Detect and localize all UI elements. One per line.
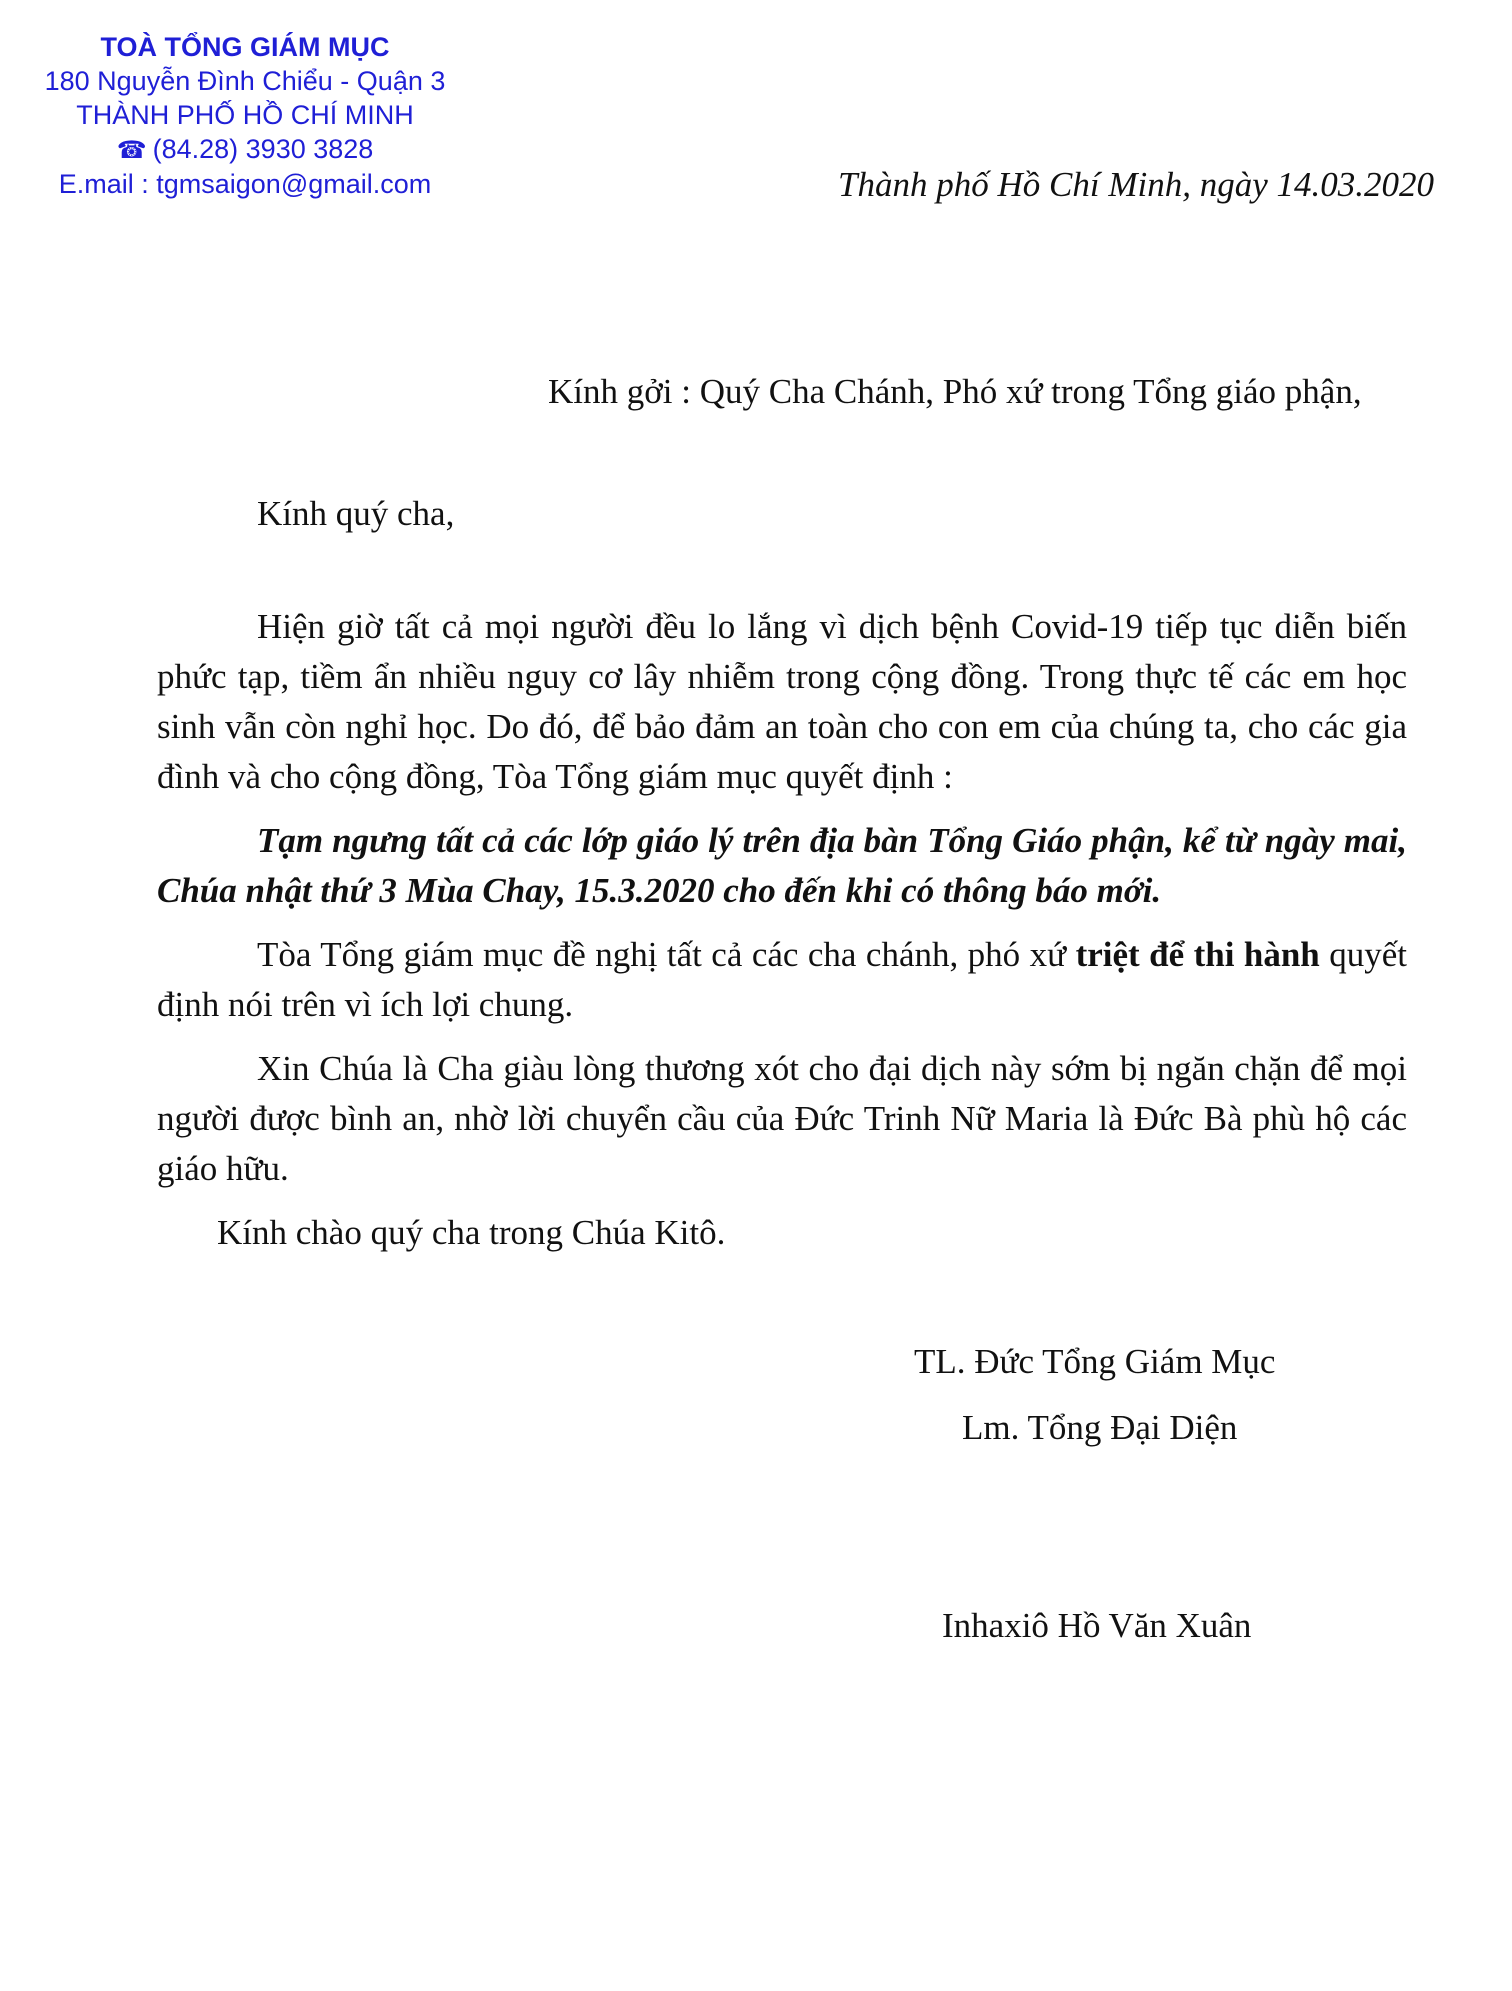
signature-title-vicar: Lm. Tổng Đại Diện xyxy=(962,1408,1238,1447)
organization-address: 180 Nguyễn Đình Chiểu - Quận 3 xyxy=(44,66,446,96)
organization-email: E.mail : tgmsaigon@gmail.com xyxy=(58,169,432,199)
closing-line: Kính chào quý cha trong Chúa Kitô. xyxy=(217,1213,726,1252)
date-line: Thành phố Hồ Chí Minh, ngày 14.03.2020 xyxy=(838,165,1434,204)
signature-name: Inhaxiô Hồ Văn Xuân xyxy=(942,1606,1252,1645)
organization-phone xyxy=(30,132,460,167)
body-paragraph-decision: Tạm ngưng tất cả các lớp giáo lý trên địa bàn Tổng Giáo phận, kể từ ngày mai, Chúa nhật thứ 3 Mùa Chay, 15.3.2020 cho đến khi có thông báo mới. xyxy=(157,821,1407,910)
letterhead xyxy=(30,30,460,201)
body-paragraph-prayer: Xin Chúa là Cha giàu lòng thương xót cho đại dịch này sớm bị ngăn chặn để mọi người được bình an, nhờ lời chuyển cầu của Đức Trinh Nữ Maria là Đức Bà phù hộ các giáo hữu. xyxy=(157,1049,1407,1188)
salutation: Kính quý cha, xyxy=(257,494,455,533)
organization-name: TOÀ TỔNG GIÁM MỤC xyxy=(100,32,390,62)
signature-title-archbishop: TL. Đức Tổng Giám Mục xyxy=(914,1342,1276,1381)
phone-number: (84.28) 3930 3828 xyxy=(152,134,374,164)
request-text-before: Tòa Tổng giám mục đề nghị tất cả các cha chánh, phó xứ xyxy=(257,935,1067,974)
body-paragraph-request xyxy=(157,930,1407,1030)
telephone-icon: ☎ xyxy=(116,136,147,164)
recipient-line: Kính gởi : Quý Cha Chánh, Phó xứ trong Tổng giáo phận, xyxy=(548,372,1362,411)
letter-body xyxy=(157,602,1407,1272)
body-paragraph-context: Hiện giờ tất cả mọi người đều lo lắng vì dịch bệnh Covid-19 tiếp tục diễn biến phức tạp, tiềm ẩn nhiều nguy cơ lây nhiễm trong cộng đồng. Trong thực tế các em học sinh vẫn còn nghỉ học. Do đó, để bảo đảm an toàn cho con em của chúng ta, cho các gia đình và cho cộng đồng, Tòa Tổng giám mục quyết định : xyxy=(157,607,1407,796)
organization-city: THÀNH PHỐ HỒ CHÍ MINH xyxy=(76,100,414,130)
request-text-after: quyết định nói trên vì ích lợi chung. xyxy=(157,935,1407,1024)
request-emphasis: triệt để thi hành xyxy=(1075,935,1320,974)
